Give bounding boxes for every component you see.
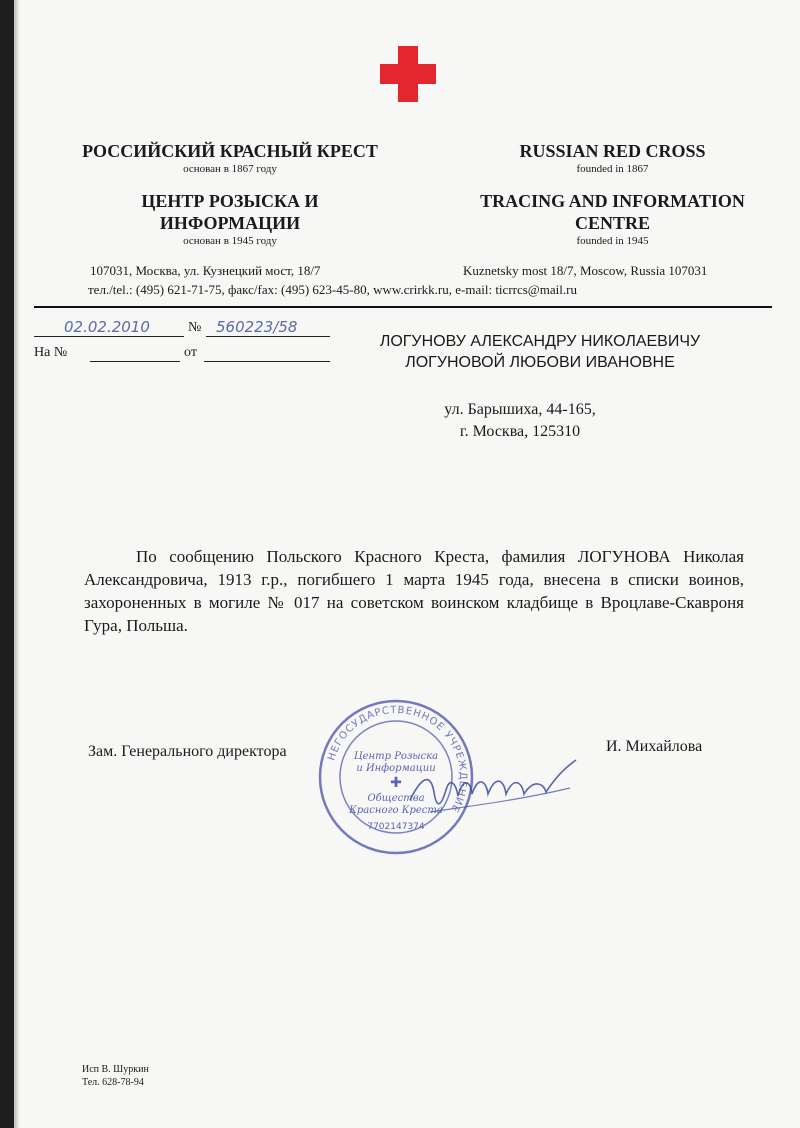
ru-center-block (40, 190, 420, 248)
ru-org-block (40, 140, 420, 176)
header-divider (34, 306, 772, 308)
ru-center-title-2: ИНФОРМАЦИИ (159, 213, 301, 233)
ot-label: от (184, 345, 197, 360)
en-org-block (440, 140, 785, 176)
address-city: г. Москва, 125310 (459, 423, 581, 440)
ru-org-founded: основан в 1867 году (183, 163, 277, 175)
en-center-title-1: TRACING AND INFORMATION (480, 191, 745, 211)
handwritten-signature-icon (400, 740, 590, 830)
en-center-title-2: CENTRE (574, 213, 650, 233)
address-street: ул. Барышиха, 44-165, (444, 401, 596, 418)
contacts-line: тел./tel.: (495) 621-71-75, факс/fax: (495) 623-45-80, www.crirkk.ru, e-mail: ticrrcs@mail.ru (88, 282, 577, 297)
en-org-title: RUSSIAN RED CROSS (519, 141, 706, 161)
ru-address: 107031, Москва, ул. Кузнецкий мост, 18/7 (90, 263, 321, 278)
number-underline (206, 336, 330, 337)
signatory-position: Зам. Генерального директора (88, 743, 287, 760)
executor-phone: Тел. 628-78-94 (82, 1077, 144, 1088)
number-handwritten: 560223/58 (216, 318, 298, 336)
seal-inn: 7702147374 (367, 822, 425, 832)
executor: Исп В. Шуркин (82, 1064, 149, 1075)
en-address: Kuznetsky most 18/7, Moscow, Russia 107031 (463, 263, 708, 278)
en-center-block (440, 190, 785, 248)
seal-center-2: и Информации (356, 763, 436, 774)
ru-org-title: РОССИЙСКИЙ КРАСНЫЙ КРЕСТ (82, 141, 378, 161)
en-org-founded: founded in 1867 (576, 163, 649, 175)
seal-outer-text: НЕГОСУДАРСТВЕННОЕ УЧРЕЖДЕНИЕ (326, 704, 469, 815)
scan-edge-shadow (14, 0, 20, 1128)
seal-center-3: Общества (367, 793, 425, 804)
scan-left-edge (0, 0, 14, 1128)
date-handwritten: 02.02.2010 (64, 318, 150, 336)
body-paragraph: По сообщению Польского Красного Креста, фамилия ЛОГУНОВА Николая Александровича, 1913 г.р., погибшего 1 марта 1945 года, внесена в списки воинов, захороненных в могиле № 017 на советском воинском кладбище в Вроцлаве-Скавроня Гура, Польша. (84, 547, 744, 635)
number-sign: № (188, 320, 202, 335)
ot-underline (204, 361, 330, 362)
na-label: На № (34, 345, 68, 360)
seal-center-4: Красного Креста (349, 805, 443, 816)
date-underline (34, 336, 184, 337)
ru-center-founded: основан в 1945 году (183, 235, 277, 247)
addressee-line-1: ЛОГУНОВУ АЛЕКСАНДРУ НИКОЛАЕВИЧУ (379, 333, 701, 350)
signatory-name: И. Михайлова (606, 738, 703, 755)
na-underline (90, 361, 180, 362)
en-center-founded: founded in 1945 (576, 235, 649, 247)
seal-center-1: Центр Розыска (353, 751, 439, 762)
addressee-line-2: ЛОГУНОВОЙ ЛЮБОВИ ИВАНОВНЕ (405, 354, 675, 371)
seal-cross-icon: ✚ (390, 775, 402, 791)
ru-center-title-1: ЦЕНТР РОЗЫСКА И (141, 191, 319, 211)
